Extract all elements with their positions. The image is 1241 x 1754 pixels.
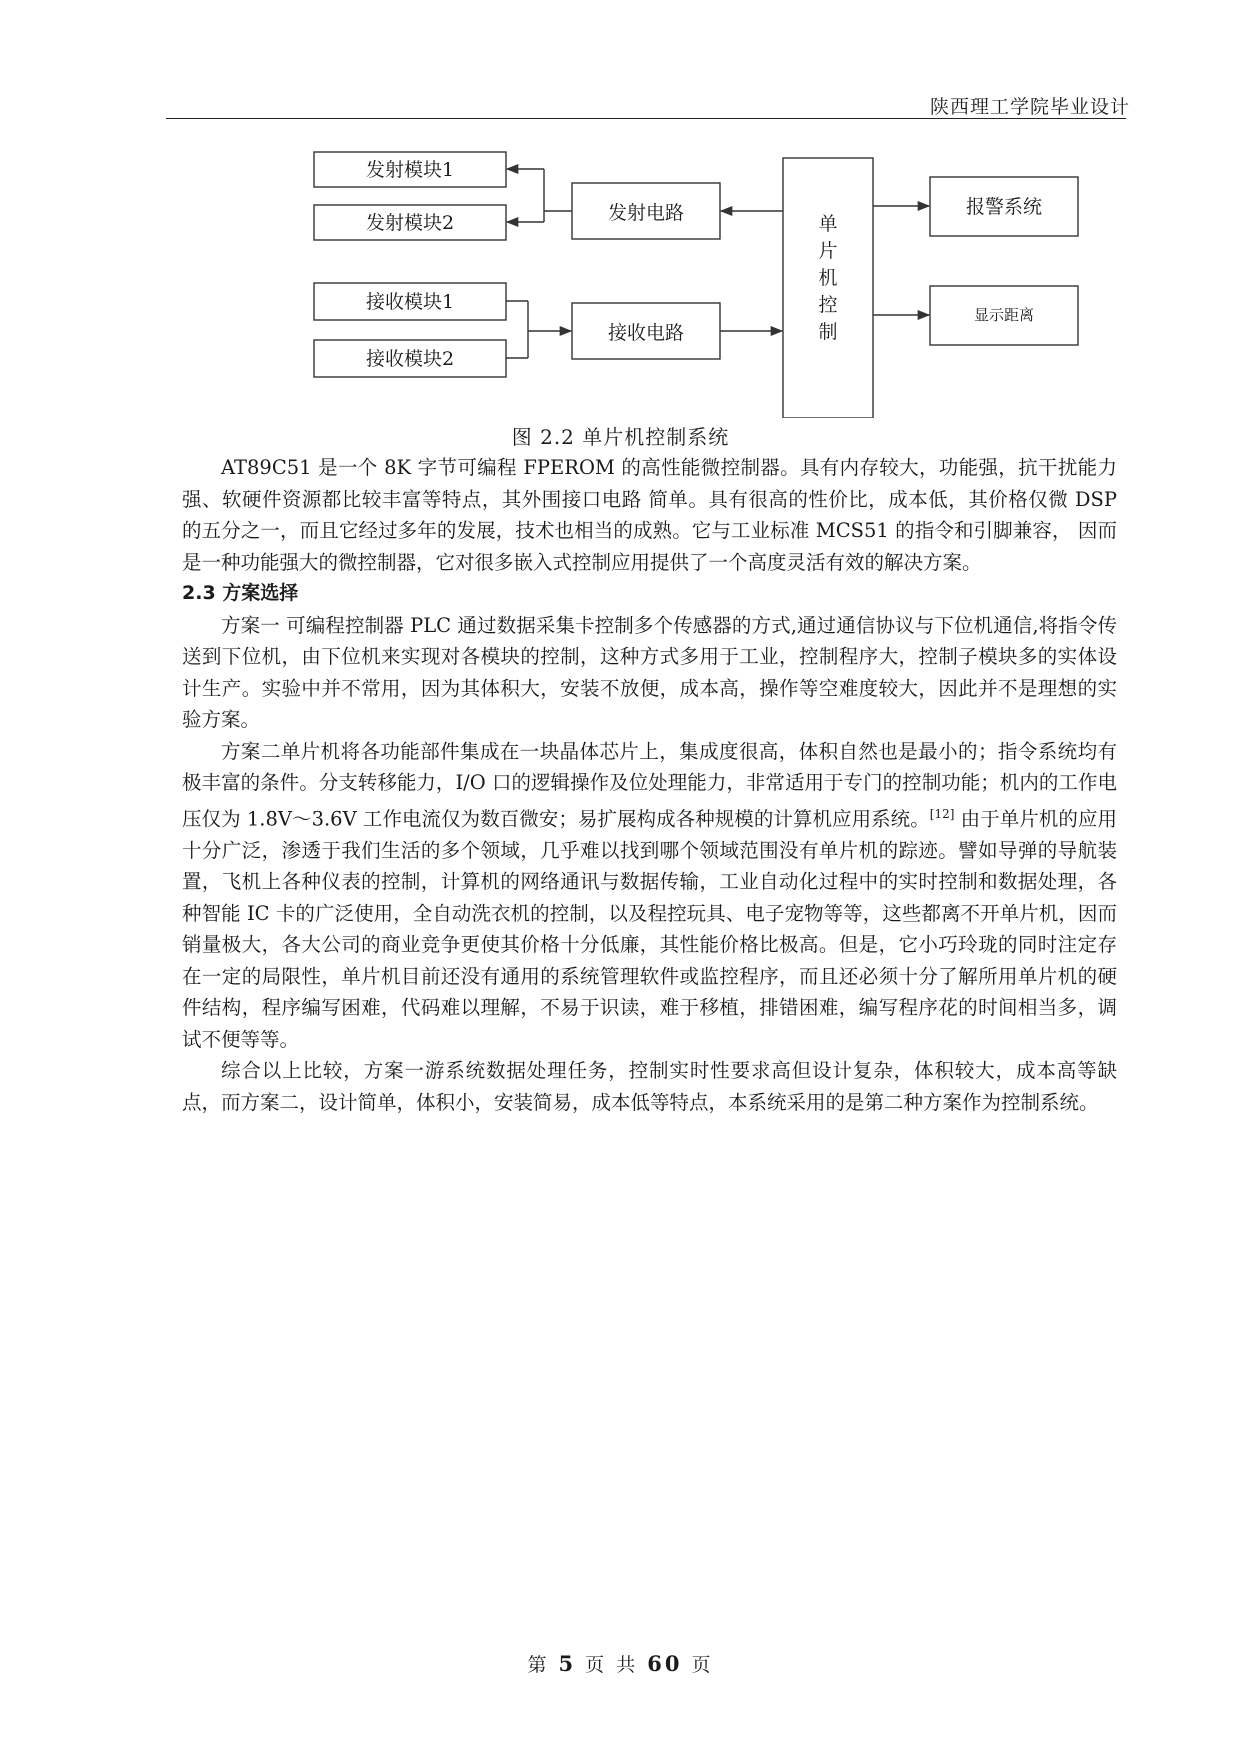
display-label: 显示距离 bbox=[973, 306, 1035, 324]
paragraph-scheme-2-part-b: 由于单片机的应用十分广泛，渗透于我们生活的多个领域，几乎难以找到哪个领域范围没有单片机的踪迹。譬如导弹的导航装置，飞机上各种仪表的控制，计算机的网络通讯与数据传输，工业自动化过程中的实时控制和数据处理，各种智能 IC 卡的广泛使用，全自动洗衣机的控制，以及程控玩具、电子宠物等等，这些都离不开单片机，因而销量极大，各大公司的商业竞争更使其价格十分低廉，其性能价格比极高。但是，它小巧玲珑的同时注定存在一定的局限性，单片机目前还没有通用的系统管理软件或监控程序，而且还必须十分了解所用单片机的硬件结构，程序编写困难，代码难以理解，不易于识读，难于移植，排错困难，编写程序花的时间相当多，调试不便等等。 bbox=[182, 807, 1117, 1051]
page-total: 60 bbox=[647, 1651, 683, 1676]
footer-suffix: 页 bbox=[691, 1654, 714, 1676]
mcu-label-4: 控 bbox=[818, 294, 838, 316]
tx-module-1-label: 发射模块1 bbox=[365, 159, 455, 181]
header-title: 陕西理工学院毕业设计 bbox=[930, 96, 1131, 118]
mcu-label-1: 单 bbox=[818, 213, 838, 235]
control-system-diagram bbox=[300, 150, 1090, 418]
rx-circuit-label: 接收电路 bbox=[607, 322, 685, 344]
paragraph-scheme-2 bbox=[182, 736, 1117, 1056]
tx-module-2-label: 发射模块2 bbox=[365, 212, 455, 234]
figure-caption: 图 2.2 单片机控制系统 bbox=[511, 425, 730, 449]
paragraph-conclusion: 综合以上比较，方案一游系统数据处理任务，控制实时性要求高但设计复杂，体积较大，成本高等缺点，而方案二，设计简单，体积小，安装简易，成本低等特点，本系统采用的是第二种方案作为控制系统。 bbox=[182, 1059, 1117, 1114]
mcu-label-5: 制 bbox=[818, 321, 838, 343]
tx-circuit-label: 发射电路 bbox=[607, 202, 685, 224]
mcu-label-3: 机 bbox=[818, 267, 838, 289]
page-footer bbox=[0, 1650, 1241, 1677]
paragraph-scheme-1: 方案一 可编程控制器 PLC 通过数据采集卡控制多个传感器的方式,通过通信协议与下位机通信,将指令传送到下位机，由下位机来实现对各模块的控制，这种方式多用于工业，控制程序大，控制子模块多的实体设计生产。实验中并不常用，因为其体积大，安装不放便，成本高，操作等空难度较大，因此并不是理想的实验方案。 bbox=[182, 613, 1117, 731]
page-number: 5 bbox=[558, 1651, 577, 1676]
mcu-label-2: 片 bbox=[818, 240, 838, 262]
alarm-label: 报警系统 bbox=[965, 196, 1043, 218]
section-heading: 2.3 方案选择 bbox=[182, 582, 299, 604]
paragraph-scheme-2-part-a: 方案二单片机将各功能部件集成在一块晶体芯片上，集成度很高，体积自然也是最小的；指令系统均有极丰富的条件。分支转移能力，I/O 口的逻辑操作及位处理能力，非常适用于专门的控制功能；机内的工作电压仅为 1.8V～3.6V 工作电流仅为数百微安；易扩展构成各种规模的计算机应用系统。 bbox=[182, 739, 1117, 830]
footer-prefix: 第 bbox=[527, 1654, 550, 1676]
rx-module-2-label: 接收模块2 bbox=[365, 348, 455, 370]
header-rule bbox=[166, 118, 1126, 119]
footer-middle: 页 共 bbox=[585, 1654, 639, 1676]
rx-module-1-label: 接收模块1 bbox=[365, 291, 455, 313]
body-text bbox=[182, 452, 1117, 1118]
paragraph-at89c51: AT89C51 是一个 8K 字节可编程 FPEROM 的高性能微控制器。具有内存较大，功能强，抗干扰能力强、软硬件资源都比较丰富等特点，其外围接口电路 简单。具有很高的性价比，成本低，其价格仅微 DSP 的五分之一，而且它经过多年的发展，技术也相当的成熟。它与工业标准 MCS51 的指令和引脚兼容， 因而是一种功能强大的微控制器，它对很多嵌入式控制应用提供了一个高度灵活有效的解决方案。 bbox=[182, 456, 1117, 574]
citation-ref: [12] bbox=[929, 806, 955, 821]
